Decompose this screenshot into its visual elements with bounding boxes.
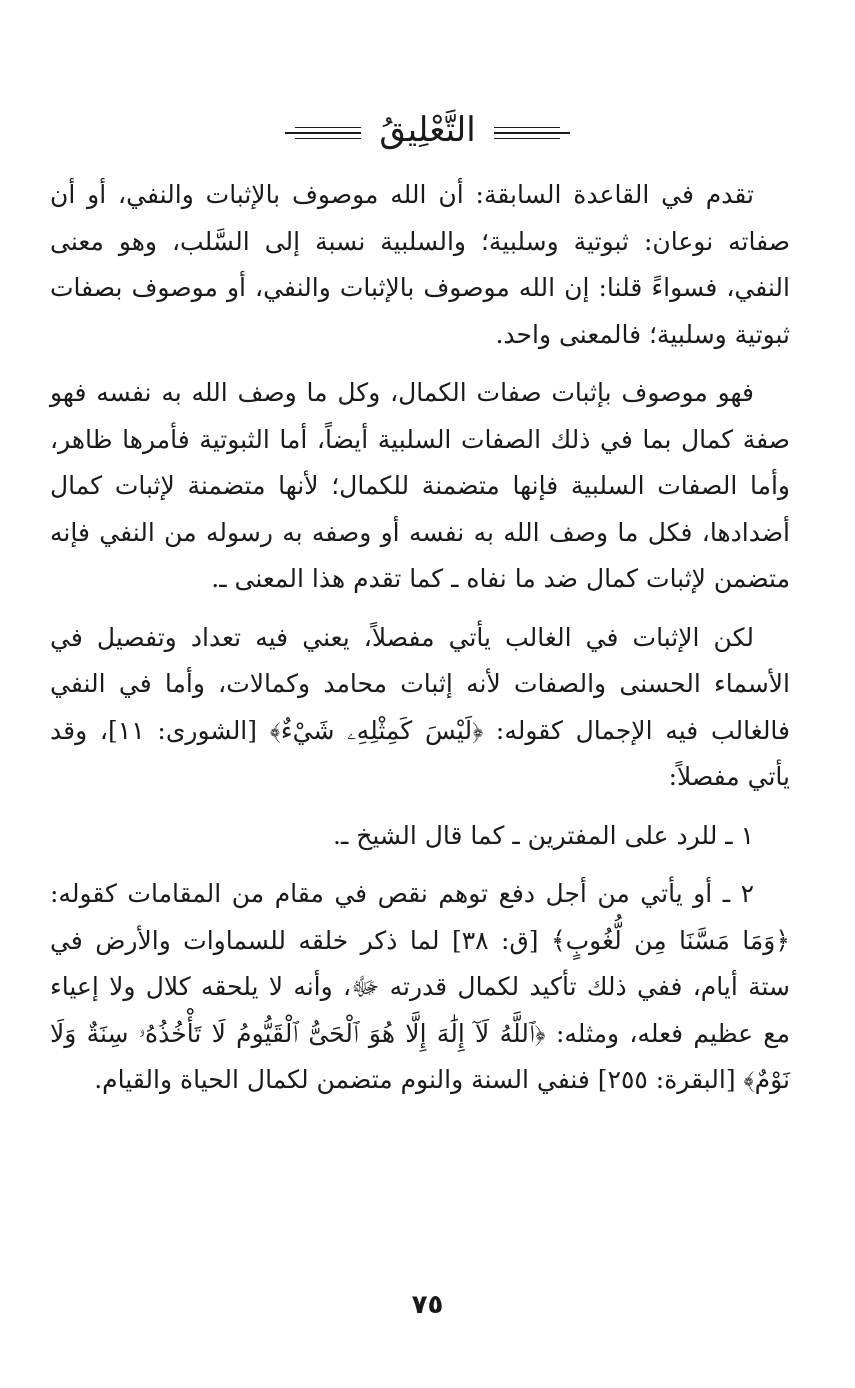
paragraph-1: تقدم في القاعدة السابقة: أن الله موصوف بالإثبات والنفي، أو أن صفاته نوعان: ثبوتية وسلبية؛ والسلبية نسبة إلى السَّلب، وهو معنى النفي، فسواءً قلنا: إن الله موصوف بالإثبات والنفي، أو موصوف بصفات ثبوتية وسلبية؛ فالمعنى واحد. [50, 180, 790, 349]
section-header [0, 108, 855, 158]
section-title: التَّعْلِيقُ [379, 110, 476, 150]
list-item-2: ٢ ـ أو يأتي من أجل دفع توهم نقص في مقام من المقامات كقوله: ﴿وَمَا مَسَّنَا مِن لُّغُوبٍ﴾ [ق: ٣٨] لما ذكر خلقه للسماوات والأرض في ستة أيام، ففي ذلك تأكيد لكمال قدرته ﷻ، وأنه لا يلحقه كلال ولا إعياء مع عظيم فعله، ومثله: ﴿ٱللَّهُ لَآ إِلَٰهَ إِلَّا هُوَ ٱلْحَىُّ ٱلْقَيُّومُ لَا تَأْخُذُهُۥ سِنَةٌ وَلَا نَوْمٌ﴾ [البقرة: ٢٥٥] فنفي السنة والنوم متضمن لكمال الحياة والقيام. [50, 879, 790, 1094]
decorative-rule-left [285, 127, 361, 140]
decorative-rule-right [494, 127, 570, 140]
commentary-body [50, 172, 790, 1104]
paragraph-3: لكن الإثبات في الغالب يأتي مفصلاً، يعني فيه تعداد وتفصيل في الأسماء الحسنى والصفات لأنه إثبات محامد وكمالات، وأما في النفي فالغالب فيه الإجمال كقوله: ﴿لَيْسَ كَمِثْلِهِۦ شَيْءٌ﴾ [الشورى: ١١]، وقد يأتي مفصلاً: [50, 622, 791, 791]
paragraph-2: فهو موصوف بإثبات صفات الكمال، وكل ما وصف الله به نفسه فهو صفة كمال بما في ذلك الصفات السلبية أيضاً، أما الثبوتية فأمرها ظاهر، وأما الصفات السلبية فإنها متضمنة للكمال؛ لأنها متضمنة لإثبات كمال أضدادها، فكل ما وصف الله به نفسه أو وصفه به رسوله من النفي فإنه متضمن لإثبات كمال ضد ما نفاه ـ كما تقدم هذا المعنى ـ. [50, 378, 790, 593]
page-number: ٧٥ [411, 1290, 444, 1320]
list-item-1: ١ ـ للرد على المفترين ـ كما قال الشيخ ـ. [333, 820, 754, 850]
